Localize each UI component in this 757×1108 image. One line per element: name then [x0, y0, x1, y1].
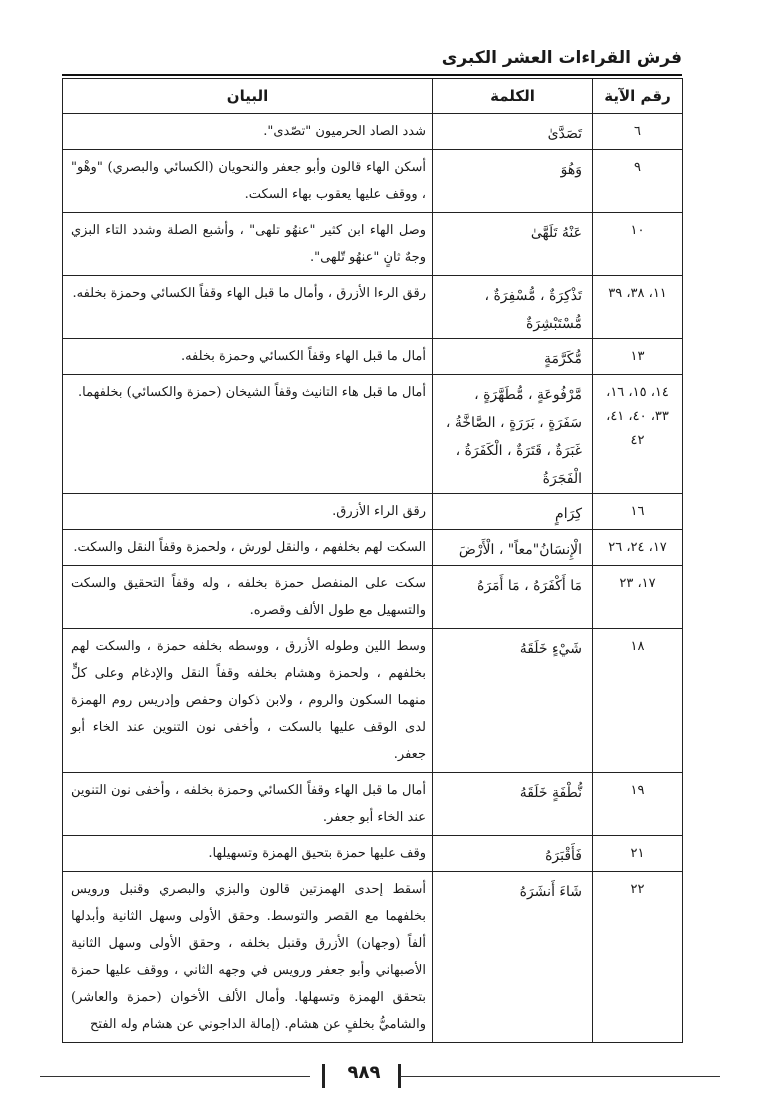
- explanation-cell: أسكن الهاء قالون وأبو جعفر والنحويان (الكسائي والبصري) "وهْو" ، ووقف عليها يعقوب بهاء السكت.: [63, 150, 433, 213]
- word-cell: نُّطْفَةٍ خَلَقَهُ: [433, 773, 593, 836]
- table-row: [63, 872, 683, 1043]
- page-number: ٩٨٩: [347, 1062, 381, 1083]
- verse-number-cell: ١٦: [593, 494, 683, 530]
- verse-number-cell: ١٠: [593, 213, 683, 276]
- table-row: [63, 276, 683, 339]
- verse-number-cell: ١٩: [593, 773, 683, 836]
- verse-number-cell: ٦: [593, 114, 683, 150]
- word-cell: شَيْءٍ خَلَقَهُ: [433, 629, 593, 773]
- explanation-cell: رقق الراء الأزرق.: [63, 494, 433, 530]
- table-row: [63, 566, 683, 629]
- word-cell: تَذْكِرَةٌ ، مُّسْفِرَةٌ ، مُّسْتَبْشِرَةٌ: [433, 276, 593, 339]
- explanation-cell: أمال ما قبل الهاء وقفاً الكسائي وحمزة بخلفه.: [63, 339, 433, 375]
- table-row: [63, 773, 683, 836]
- word-cell: كِرَامٍ: [433, 494, 593, 530]
- verse-number-cell: ٢٢: [593, 872, 683, 1043]
- word-cell: وَهُوَ: [433, 150, 593, 213]
- footer-bar-left: [322, 1064, 325, 1088]
- word-cell: مَّرْفُوعَةٍ ، مُّطَهَّرَةٍ ، سَفَرَةٍ ، بَرَرَةٍ ، الصَّاخَّةُ ، غَبَرَةٌ ، قَتَرَةٌ ، الْكَفَرَةُ ، الْفَجَرَةُ: [433, 375, 593, 494]
- table-row: [63, 114, 683, 150]
- verse-number-cell: ١٧، ٢٤، ٢٦: [593, 530, 683, 566]
- word-cell: شَاءَ أَنشَرَهُ: [433, 872, 593, 1043]
- verse-number-cell: ١٨: [593, 629, 683, 773]
- explanation-cell: أمال ما قبل هاء التانيث وقفاً الشيخان (حمزة والكسائي) بخلفهما.: [63, 375, 433, 494]
- table-row: [63, 213, 683, 276]
- table-row: [63, 530, 683, 566]
- table-row: [63, 150, 683, 213]
- explanation-cell: رقق الرءا الأزرق ، وأمال ما قبل الهاء وقفاً الكسائي وحمزة بخلفه.: [63, 276, 433, 339]
- explanation-cell: السكت لهم بخلفهم ، والنقل لورش ، ولحمزة وقفاً النقل والسكت.: [63, 530, 433, 566]
- column-header-explanation: البيان: [63, 79, 433, 114]
- word-cell: الْإِنسَانُ"معاً" ، الْأَرْضَ: [433, 530, 593, 566]
- verse-number-cell: ١١، ٣٨، ٣٩: [593, 276, 683, 339]
- table-row: [63, 375, 683, 494]
- verse-number-cell: ٢١: [593, 836, 683, 872]
- page-header: [62, 48, 682, 74]
- column-header-verse-number: رقم الآية: [593, 79, 683, 114]
- table-header-row: [63, 79, 683, 114]
- page-title: فرش القراءات العشر الكبرى: [441, 48, 682, 68]
- word-cell: فَأَقْبَرَهُ: [433, 836, 593, 872]
- explanation-cell: أسقط إحدى الهمزتين قالون والبزي والبصري وقنبل ورويس بخلفهما مع القصر والتوسط. وحقق الأولى وسهل الثانية وأبدلها ألفاً (وجهان) الأزرق وقنبل بخلفه ، وحقق الأولى وسهل الثانية الأصبهاني وأبو جعفر ورويس في وجهه الثاني ، ووقف عليها حمزة بتحقق الهمزة وتسهلها. وأمال الألف الأخوان (حمزة والعاشر) والشاميُّ بخلفٍ عن هشام. (إمالة الداجوني عن هشام وله الفتح: [63, 872, 433, 1043]
- header-rule: [62, 74, 682, 76]
- word-cell: مُّكَرَّمَةٍ: [433, 339, 593, 375]
- explanation-cell: أمال ما قبل الهاء وقفاً الكسائي وحمزة بخلفه ، وأخفى نون التنوين عند الخاء أبو جعفر.: [63, 773, 433, 836]
- explanation-cell: سكت على المنفصل حمزة بخلفه ، وله وقفاً التحقيق والسكت والتسهيل مع طول الألف وقصره.: [63, 566, 433, 629]
- verse-number-cell: ١٧، ٢٣: [593, 566, 683, 629]
- verse-number-cell: ١٤، ١٥، ١٦، ٣٣، ٤٠، ٤١، ٤٢: [593, 375, 683, 494]
- column-header-word: الكلمة: [433, 79, 593, 114]
- explanation-cell: وسط اللين وطوله الأزرق ، ووسطه بخلفه حمزة ، والسكت لهم بخلفهم ، ولحمزة وهشام بخلفه وقفاً النقل والإدغام وعلى كلٍّ منهما السكون والروم ، ولابن ذكوان وحفص وإدريس روم الهمزة لدى الوقف عليها بالسكت ، وأخفى نون التنوين عند الخاء أبو جعفر.: [63, 629, 433, 773]
- word-cell: مَا أَكْفَرَهُ ، مَا أَمَرَهُ: [433, 566, 593, 629]
- explanation-cell: وصل الهاء ابن كثير "عنهُو تلهى" ، وأشبع الصلة وشدد التاء البزي وجهٌ ثانٍ "عنهُو تّلهى".: [63, 213, 433, 276]
- page-footer: [0, 1060, 757, 1100]
- table-row: [63, 629, 683, 773]
- table-row: [63, 339, 683, 375]
- verse-number-cell: ١٣: [593, 339, 683, 375]
- table-row: [63, 494, 683, 530]
- readings-table: [62, 78, 683, 1043]
- verse-number-cell: ٩: [593, 150, 683, 213]
- footer-rule-left: [40, 1076, 310, 1077]
- footer-rule-right: [400, 1076, 720, 1077]
- word-cell: عَنْهُ تَلَهَّىٰ: [433, 213, 593, 276]
- word-cell: تَصَدَّىٰ: [433, 114, 593, 150]
- table-row: [63, 836, 683, 872]
- explanation-cell: شدد الصاد الحرميون "تصّدى".: [63, 114, 433, 150]
- explanation-cell: وقف عليها حمزة بتحيق الهمزة وتسهيلها.: [63, 836, 433, 872]
